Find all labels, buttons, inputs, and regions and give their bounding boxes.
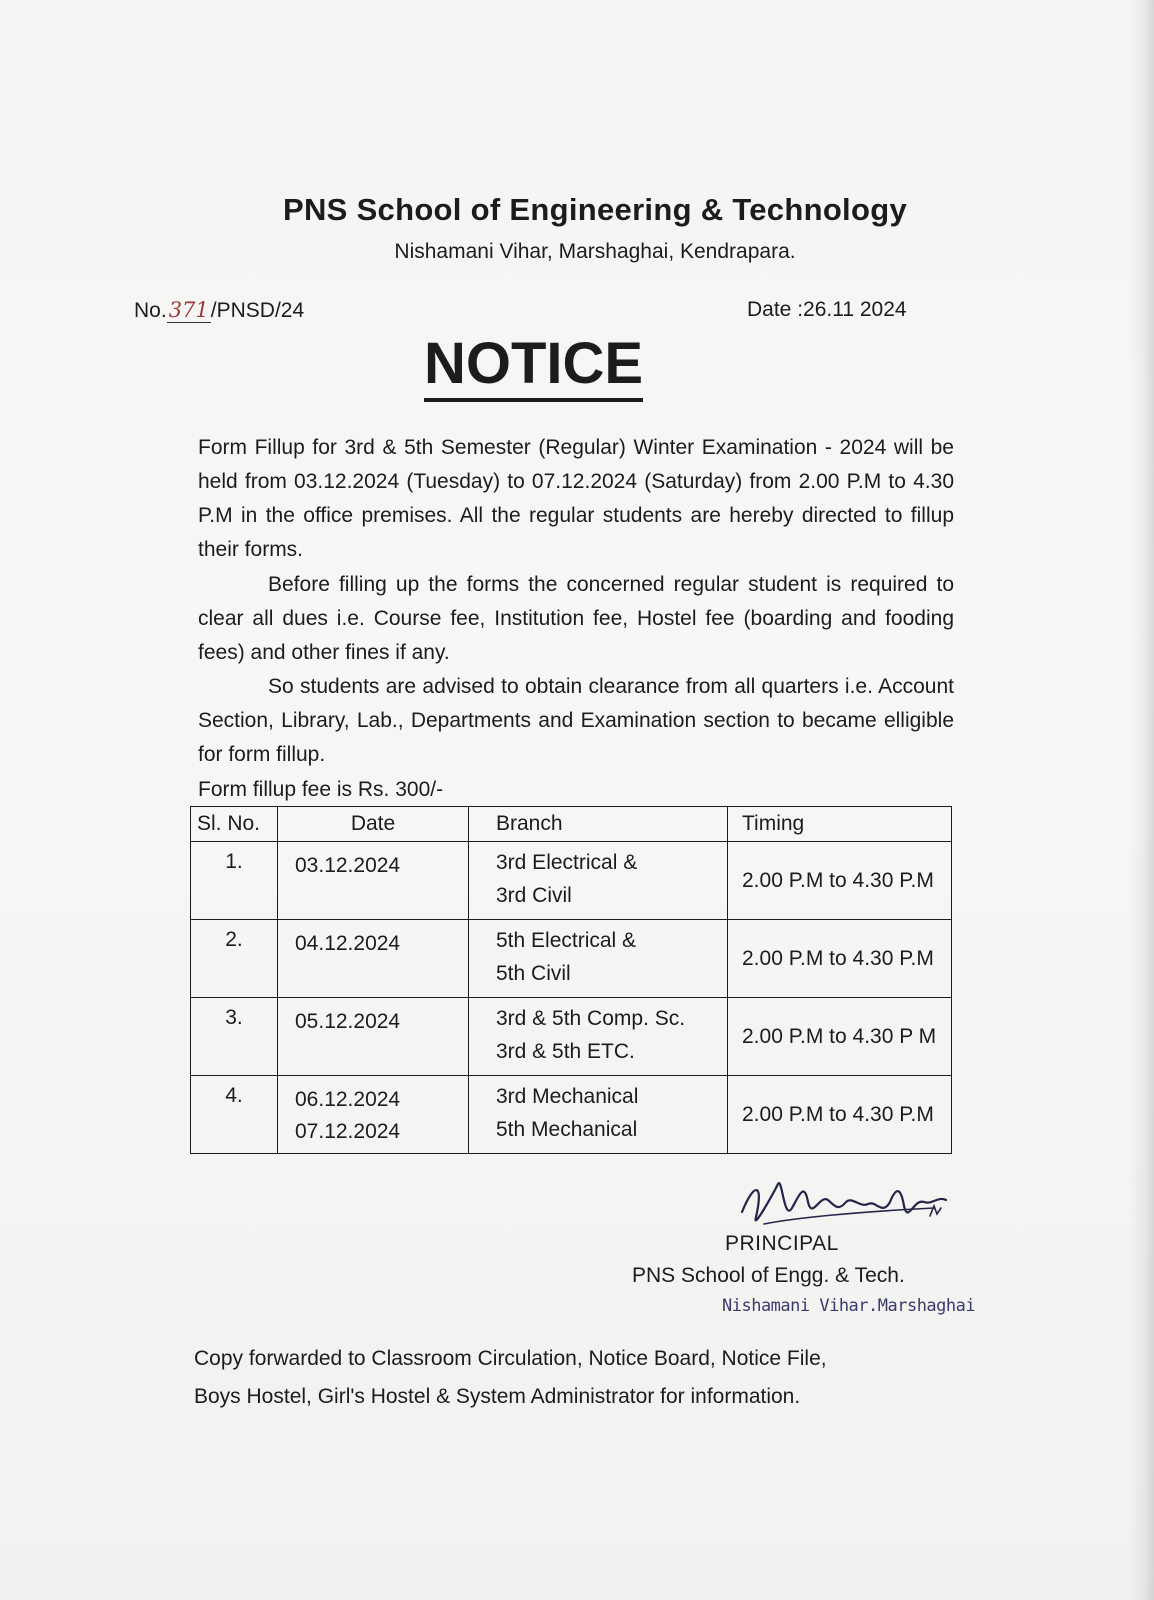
row-timing: 2.00 P.M to 4.30 P.M [728, 842, 952, 920]
row-branch [469, 1076, 728, 1154]
paragraph-clear-dues: Before filling up the forms the concerned regular student is required to clear all dues i.e. Course fee, Institution fee, Hostel fee (boarding and fooding fees) and other fines if any. [198, 573, 954, 664]
row-branch-line: 3rd Civil [496, 884, 572, 907]
header-branch: Branch [469, 807, 728, 842]
row-branch-line: 3rd Mechanical [496, 1085, 639, 1108]
row-branch-line: 3rd & 5th Comp. Sc. [496, 1007, 686, 1030]
institution-address: Nishamani Vihar, Marshaghai, Kendrapara. [394, 240, 796, 263]
row-timing: 2.00 P.M to 4.30 P.M [728, 920, 952, 998]
row-date [278, 842, 469, 920]
row-timing: 2.00 P.M to 4.30 P M [728, 998, 952, 1076]
header-date: Date [278, 807, 469, 842]
row-date-line: 04.12.2024 [295, 932, 401, 955]
signatory-title: PRINCIPAL [725, 1232, 839, 1255]
row-branch-line: 5th Civil [496, 962, 571, 985]
row-sl-no: 2. [191, 920, 278, 998]
institution-name: PNS School of Engineering & Technology [283, 192, 907, 227]
row-branch [469, 842, 728, 920]
schedule-table [190, 806, 952, 1154]
header-timing: Timing [728, 807, 952, 842]
row-sl-no: 3. [191, 998, 278, 1076]
table-row [191, 1076, 952, 1154]
row-branch [469, 998, 728, 1076]
signatory-school: PNS School of Engg. & Tech. [632, 1264, 905, 1287]
form-fee-line: Form fillup fee is Rs. 300/- [198, 778, 444, 801]
notice-date: Date :26.11 2024 [747, 298, 907, 321]
row-date-line: 07.12.2024 [295, 1120, 401, 1143]
row-date-line: 03.12.2024 [295, 854, 401, 877]
stamp-text: Nishamani Vihar.Marshaghai [722, 1296, 976, 1316]
row-branch-line: 3rd & 5th ETC. [496, 1040, 635, 1063]
copy-forwarded-line: Boys Hostel, Girl's Hostel & System Administrator for information. [194, 1385, 801, 1408]
row-sl-no: 4. [191, 1076, 278, 1154]
paragraph-clearance: So students are advised to obtain clearance from all quarters i.e. Account Section, Library, Lab., Departments and Examination section to became elligible for form fillup. [198, 675, 954, 766]
row-date [278, 998, 469, 1076]
row-date [278, 1076, 469, 1154]
row-branch-line: 5th Mechanical [496, 1118, 638, 1141]
table-header-row [191, 807, 952, 842]
row-branch-line: 3rd Electrical & [496, 851, 638, 874]
handwritten-reference-number: 371 [168, 298, 209, 322]
header-sl-no: Sl. No. [191, 807, 278, 842]
table-row [191, 842, 952, 920]
row-sl-no: 1. [191, 842, 278, 920]
reference-suffix: /PNSD/24 [210, 299, 305, 322]
row-branch [469, 920, 728, 998]
row-timing: 2.00 P.M to 4.30 P.M [728, 1076, 952, 1154]
row-date [278, 920, 469, 998]
table-row [191, 920, 952, 998]
reference-prefix: No. [134, 299, 167, 322]
row-branch-line: 5th Electrical & [496, 929, 637, 952]
notice-title: NOTICE [424, 332, 643, 402]
row-date-line: 06.12.2024 [295, 1088, 401, 1111]
copy-forwarded-line: Copy forwarded to Classroom Circulation, Notice Board, Notice File, [194, 1347, 827, 1370]
paragraph-form-fillup: Form Fillup for 3rd & 5th Semester (Regular) Winter Examination - 2024 will be held from 03.12.2024 (Tuesday) to 07.12.2024 (Saturday) from 2.00 P.M to 4.30 P.M in the office premises. All the regular students are hereby directed to fillup their forms. [198, 436, 954, 561]
reference-number [134, 298, 304, 323]
table-row [191, 998, 952, 1076]
row-date-line: 05.12.2024 [295, 1010, 401, 1033]
